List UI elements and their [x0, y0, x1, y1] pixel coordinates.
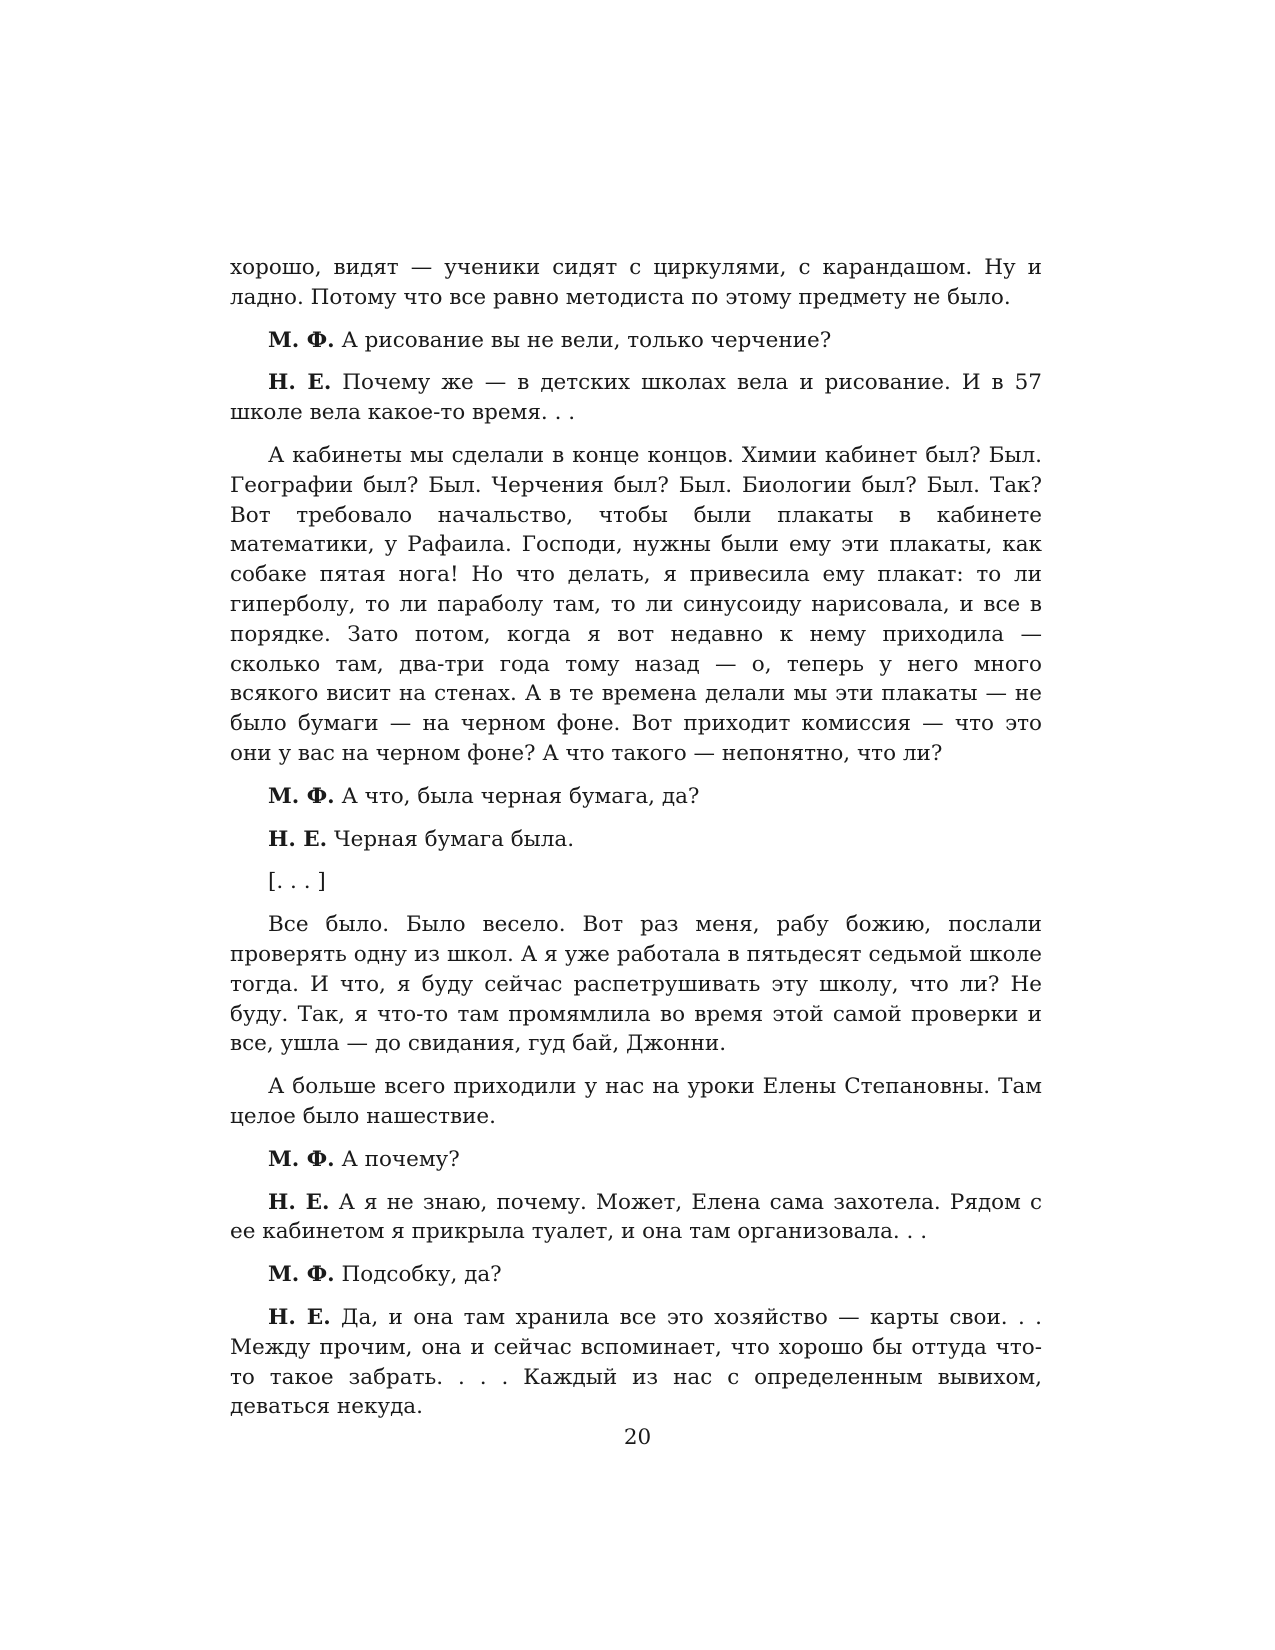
dialogue-text: А почему? — [341, 1146, 460, 1172]
speaker-label: Н. Е. — [268, 1304, 331, 1330]
paragraph-text: А кабинеты мы сделали в конце концов. Химии кабинет был? Был. Географии был? Был. Черчения был? Был. Биологии был? Был. Так? Вот требовало начальство, чтобы были плакаты в кабинете математики, у Рафаила. Господи, нужны были ему эти плакаты, как собаке пятая нога! Но что делать, я привесила ему плакат: то ли гиперболу, то ли параболу там, то ли синусоиду нарисовала, и все в порядке. Зато потом, когда я вот недавно к нему приходила — сколько там, два-три года тому назад — о, теперь у него много всякого висит на стенах. А в те времена делали мы эти плакаты — не было бумаги — на черном фоне. Вот приходит комиссия — что это они у вас на черном фоне? А что такого — непонятно, что ли? — [230, 442, 1042, 766]
dialogue-text: А я не знаю, почему. Может, Елена сама захотела. Рядом с ее кабинетом я прикрыла туалет, и она там организовала. . . — [230, 1189, 1042, 1245]
paragraph — [230, 910, 1042, 1059]
paragraph-continuation — [230, 253, 1042, 313]
dialogue-text: Да, и она там хранила все это хозяйство — карты свои. . . Между прочим, она и сейчас вспоминает, что хорошо бы оттуда что-то такое забрать. . . . Каждый из нас с определенным вывихом, деваться некуда. — [230, 1304, 1042, 1420]
dialogue-line — [230, 1303, 1042, 1422]
paragraph — [230, 441, 1042, 769]
speaker-label: М. Ф. — [268, 783, 335, 809]
dialogue-text: А рисование вы не вели, только черчение? — [341, 327, 832, 353]
speaker-label: Н. Е. — [268, 826, 328, 852]
paragraph-text: Все было. Было весело. Вот раз меня, рабу божию, послали проверять одну из школ. А я уже работала в пятьдесят седьмой школе тогда. И что, я буду сейчас распетрушивать эту школу, что ли? Не буду. Так, я что-то там промямлила во время этой самой проверки и все, ушла — до свидания, гуд бай, Джонни. — [230, 912, 1042, 1057]
page-number: 20 — [623, 1425, 652, 1450]
speaker-label: М. Ф. — [268, 1146, 335, 1172]
paragraph-text: А больше всего приходили у нас на уроки Елены Степановны. Там целое было нашествие. — [230, 1074, 1042, 1129]
dialogue-line — [230, 1188, 1042, 1248]
paragraph — [230, 1072, 1042, 1132]
speaker-label: Н. Е. — [268, 370, 332, 396]
speaker-label: М. Ф. — [268, 1262, 335, 1288]
paragraph-text: хорошо, видят — ученики сидят с циркулями, с карандашом. Ну и ладно. Потому что все равно методиста по этому предмету не было. — [230, 255, 1042, 310]
page-body — [230, 253, 1042, 1435]
dialogue-line — [230, 782, 1042, 812]
dialogue-text: Черная бумага была. — [334, 826, 575, 852]
speaker-label: Н. Е. — [268, 1189, 330, 1215]
speaker-label: М. Ф. — [268, 327, 335, 353]
dialogue-line — [230, 368, 1042, 428]
dialogue-text: А что, была черная бумага, да? — [341, 783, 700, 809]
dialogue-line — [230, 326, 1042, 356]
paragraph-text: [. . . ] — [268, 869, 326, 895]
dialogue-line — [230, 825, 1042, 855]
dialogue-line — [230, 1145, 1042, 1175]
dialogue-text: Почему же — в детских школах вела и рисование. И в 57 школе вела какое-то время. . . — [230, 370, 1042, 426]
dialogue-line — [230, 1260, 1042, 1290]
omission-marker — [230, 867, 1042, 897]
dialogue-text: Подсобку, да? — [341, 1262, 502, 1288]
